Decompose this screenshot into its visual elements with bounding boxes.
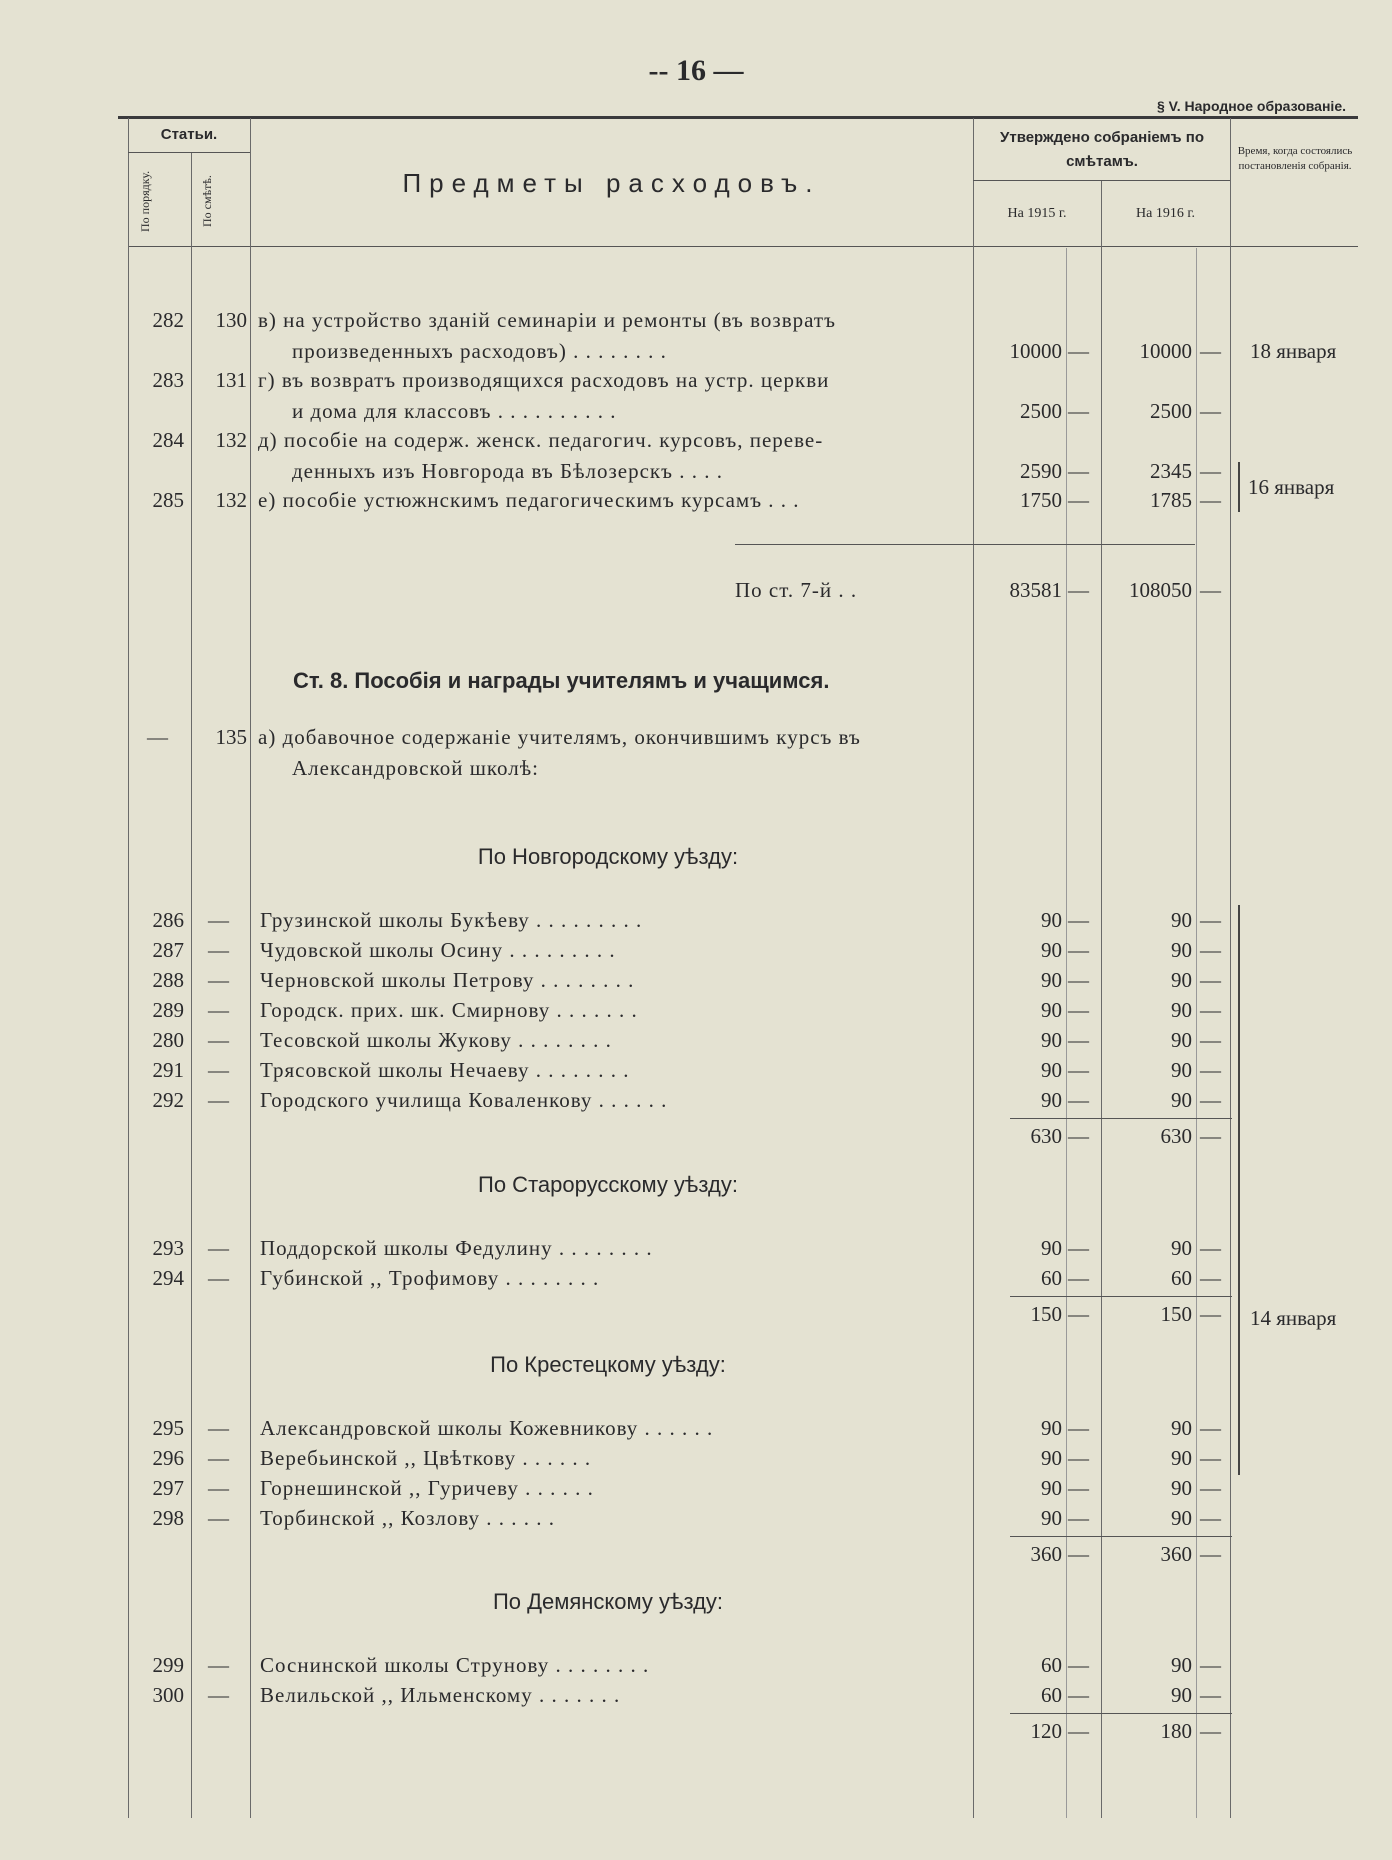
teacher-name: Поддорской школы Федулину . . . . . . . . bbox=[260, 1236, 653, 1260]
dash: — bbox=[1068, 1028, 1089, 1052]
teacher-name: Горнешинской ,, Гуричеву . . . . . . bbox=[260, 1476, 594, 1500]
row-text: в) на устройство зданій семинаріи и ремонты (въ возвратъ bbox=[258, 308, 836, 332]
subtotal-1916: 150 bbox=[1160, 1302, 1192, 1326]
dash: — bbox=[1200, 1266, 1221, 1290]
dash: — bbox=[1068, 1124, 1089, 1148]
row-text-cont: произведенныхъ расходовъ) . . . . . . . . bbox=[292, 339, 667, 363]
header-po-poryadku: По порядку. bbox=[138, 170, 152, 232]
teacher-name: Торбинской ,, Козлову . . . . . . bbox=[260, 1506, 556, 1530]
dash: — bbox=[208, 1506, 229, 1530]
row-smeta: 131 bbox=[215, 368, 247, 392]
value-1915: 90 bbox=[1041, 1476, 1062, 1500]
row-text: д) пособіе на содерж. женск. педагогич. курсовъ, переве- bbox=[258, 428, 824, 452]
dash: — bbox=[1200, 968, 1221, 992]
dash: — bbox=[1200, 998, 1221, 1022]
dash: — bbox=[1068, 1653, 1089, 1677]
col-line-8 bbox=[1196, 248, 1197, 1818]
value-1915: 90 bbox=[1041, 1028, 1062, 1052]
teacher-name: Велильской ,, Ильменскому . . . . . . . bbox=[260, 1683, 621, 1707]
teacher-name: Веребьинской ,, Цвѣткову . . . . . . bbox=[260, 1446, 592, 1470]
dash: — bbox=[1200, 1416, 1221, 1440]
value-1916: 10000 bbox=[1139, 339, 1192, 363]
dash: — bbox=[1068, 1266, 1089, 1290]
row-text: г) въ возвратъ производящихся расходовъ на устр. церкви bbox=[258, 368, 830, 392]
value-1916: 90 bbox=[1171, 908, 1192, 932]
value-1915: 2500 bbox=[1020, 399, 1062, 423]
dash: — bbox=[1068, 459, 1089, 483]
row-number: 295 bbox=[152, 1416, 184, 1440]
row-number: 284 bbox=[152, 428, 184, 452]
dash: — bbox=[1068, 998, 1089, 1022]
value-1915: 60 bbox=[1041, 1266, 1062, 1290]
row-number: 293 bbox=[152, 1236, 184, 1260]
value-1915: 90 bbox=[1041, 1058, 1062, 1082]
header-predmety: Предметы расходовъ. bbox=[402, 168, 821, 198]
row-number: 292 bbox=[152, 1088, 184, 1112]
subtotal-rule bbox=[1010, 1536, 1232, 1537]
teacher-name: Трясовской школы Нечаеву . . . . . . . . bbox=[260, 1058, 630, 1082]
dash: — bbox=[1068, 1236, 1089, 1260]
dash: — bbox=[1200, 938, 1221, 962]
row-number: — bbox=[147, 725, 168, 749]
group-title-starorussky: По Старорусскому уѣзду: bbox=[478, 1172, 738, 1197]
teacher-name: Черновской школы Петрову . . . . . . . . bbox=[260, 968, 635, 992]
value-1916: 90 bbox=[1171, 1446, 1192, 1470]
dash: — bbox=[1068, 908, 1089, 932]
value-1916: 2500 bbox=[1150, 399, 1192, 423]
page-number: -- 16 — bbox=[648, 54, 744, 87]
teacher-name: Городского училища Коваленкову . . . . . . bbox=[260, 1088, 668, 1112]
dash: — bbox=[1200, 1088, 1221, 1112]
teacher-name: Чудовской школы Осину . . . . . . . . . bbox=[260, 938, 616, 962]
value-1915: 2590 bbox=[1020, 459, 1062, 483]
value-1915: 90 bbox=[1041, 1236, 1062, 1260]
dash: — bbox=[1200, 1124, 1221, 1148]
dash: — bbox=[1068, 578, 1089, 602]
row-number: 280 bbox=[152, 1028, 184, 1052]
dash: — bbox=[1068, 488, 1089, 512]
row-text: а) добавочное содержаніе учителямъ, окончившимъ курсъ въ bbox=[258, 725, 861, 749]
header-utverzhdeno: Утверждено собраніемъ по смѣтамъ. bbox=[1000, 129, 1204, 170]
subtotal-1916: 630 bbox=[1160, 1124, 1192, 1148]
dash: — bbox=[208, 938, 229, 962]
teacher-name: Соснинской школы Струнову . . . . . . . . bbox=[260, 1653, 650, 1677]
row-smeta: 130 bbox=[215, 308, 247, 332]
dash: — bbox=[208, 1416, 229, 1440]
row-smeta: 132 bbox=[215, 488, 247, 512]
dash: — bbox=[208, 1058, 229, 1082]
value-1916: 2345 bbox=[1150, 459, 1192, 483]
subtotal-rule bbox=[1010, 1296, 1232, 1297]
value-1916: 90 bbox=[1171, 1088, 1192, 1112]
bracket-14-jan bbox=[1238, 905, 1240, 1475]
value-1916: 1785 bbox=[1150, 488, 1192, 512]
dash: — bbox=[208, 1653, 229, 1677]
value-1915: 1750 bbox=[1020, 488, 1062, 512]
total7-1916: 108050 bbox=[1129, 578, 1192, 602]
row-number: 288 bbox=[152, 968, 184, 992]
row-smeta: 135 bbox=[215, 725, 247, 749]
row-number: 286 bbox=[152, 908, 184, 932]
row-number: 289 bbox=[152, 998, 184, 1022]
value-1915: 90 bbox=[1041, 1416, 1062, 1440]
value-1915: 90 bbox=[1041, 1506, 1062, 1530]
section-label: § V. Народное образованіе. bbox=[1157, 98, 1346, 114]
subtotal-rule bbox=[1010, 1713, 1232, 1714]
col-line-7 bbox=[1066, 248, 1067, 1818]
dash: — bbox=[1068, 1476, 1089, 1500]
value-1916: 90 bbox=[1171, 1506, 1192, 1530]
dash: — bbox=[208, 1266, 229, 1290]
header-year-1916: На 1916 г. bbox=[1136, 206, 1195, 221]
col-line-3 bbox=[250, 118, 251, 1818]
teacher-name: Губинской ,, Трофимову . . . . . . . . bbox=[260, 1266, 600, 1290]
row-number: 285 bbox=[152, 488, 184, 512]
subtotal-1916: 180 bbox=[1160, 1719, 1192, 1743]
bracket-16-jan bbox=[1238, 462, 1240, 512]
row-smeta: 132 bbox=[215, 428, 247, 452]
dash: — bbox=[1068, 339, 1089, 363]
dash: — bbox=[1068, 1542, 1089, 1566]
value-1916: 90 bbox=[1171, 968, 1192, 992]
dash: — bbox=[1200, 488, 1221, 512]
teacher-name: Тесовской школы Жукову . . . . . . . . bbox=[260, 1028, 612, 1052]
stati-underline bbox=[128, 152, 250, 153]
dash: — bbox=[208, 1028, 229, 1052]
row-number: 294 bbox=[152, 1266, 184, 1290]
row-number: 282 bbox=[152, 308, 184, 332]
group-title-krestetsky: По Крестецкому уѣзду: bbox=[490, 1352, 726, 1377]
article8-title: Ст. 8. Пособія и награды учителямъ и учащимся. bbox=[293, 668, 830, 693]
subtotal-rule bbox=[1010, 1118, 1232, 1119]
dash: — bbox=[1068, 1088, 1089, 1112]
dash: — bbox=[1200, 908, 1221, 932]
dash: — bbox=[1068, 938, 1089, 962]
dash: — bbox=[208, 908, 229, 932]
teacher-name: Городск. прих. шк. Смирнову . . . . . . . bbox=[260, 998, 638, 1022]
value-1916: 90 bbox=[1171, 1236, 1192, 1260]
value-1916: 90 bbox=[1171, 1058, 1192, 1082]
table-top-rule bbox=[118, 116, 1358, 119]
dash: — bbox=[1200, 578, 1221, 602]
row-text-cont: и дома для классовъ . . . . . . . . . . bbox=[292, 399, 617, 423]
row-number: 299 bbox=[152, 1653, 184, 1677]
dash: — bbox=[208, 1236, 229, 1260]
dash: — bbox=[208, 968, 229, 992]
group-title-novgorod: По Новгородскому уѣзду: bbox=[477, 844, 739, 869]
dash: — bbox=[1200, 1719, 1221, 1743]
dash: — bbox=[1200, 1653, 1221, 1677]
dash: — bbox=[1068, 1302, 1089, 1326]
value-1915: 90 bbox=[1041, 1088, 1062, 1112]
header-po-smete: По смѣтѣ. bbox=[200, 175, 214, 227]
dash: — bbox=[208, 998, 229, 1022]
dash: — bbox=[208, 1088, 229, 1112]
row-number: 296 bbox=[152, 1446, 184, 1470]
col-line-5 bbox=[1101, 180, 1102, 1818]
row-text-cont: денныхъ изъ Новгорода въ Бѣлозерскъ . . . . bbox=[292, 459, 723, 483]
value-1915: 90 bbox=[1041, 968, 1062, 992]
dash: — bbox=[1200, 399, 1221, 423]
value-1915: 10000 bbox=[1009, 339, 1062, 363]
dash: — bbox=[1200, 1028, 1221, 1052]
dash: — bbox=[1200, 1542, 1221, 1566]
value-1916: 90 bbox=[1171, 1653, 1192, 1677]
subtotal-1915: 630 bbox=[1030, 1124, 1062, 1148]
teacher-name: Грузинской школы Букѣеву . . . . . . . . . bbox=[260, 908, 643, 932]
dash: — bbox=[1068, 399, 1089, 423]
header-stati: Статьи. bbox=[160, 126, 218, 143]
group-title-demyansky: По Демянскому уѣзду: bbox=[492, 1589, 724, 1614]
value-1915: 60 bbox=[1041, 1683, 1062, 1707]
dash: — bbox=[1200, 1683, 1221, 1707]
dash: — bbox=[1200, 339, 1221, 363]
value-1915: 60 bbox=[1041, 1653, 1062, 1677]
row-text-cont: Александровской школѣ: bbox=[292, 756, 539, 780]
date-18-jan: 18 января bbox=[1250, 339, 1337, 363]
dash: — bbox=[1068, 1683, 1089, 1707]
subtotal-1915: 150 bbox=[1030, 1302, 1062, 1326]
row-number: 291 bbox=[152, 1058, 184, 1082]
value-1915: 90 bbox=[1041, 938, 1062, 962]
value-1915: 90 bbox=[1041, 908, 1062, 932]
dash: — bbox=[1200, 1236, 1221, 1260]
header-bottom-rule bbox=[128, 246, 1358, 247]
dash: — bbox=[208, 1476, 229, 1500]
total7-label: По ст. 7-й . . bbox=[735, 578, 858, 602]
dash: — bbox=[1200, 1476, 1221, 1500]
dash: — bbox=[1200, 1302, 1221, 1326]
total7-rule bbox=[735, 544, 1195, 545]
row-number: 287 bbox=[152, 938, 184, 962]
row-text: е) пособіе устюжнскимъ педагогическимъ курсамъ . . . bbox=[258, 488, 800, 512]
dash: — bbox=[208, 1446, 229, 1470]
value-1916: 90 bbox=[1171, 1028, 1192, 1052]
row-number: 297 bbox=[152, 1476, 184, 1500]
total7-1915: 83581 bbox=[1009, 578, 1062, 602]
value-1916: 60 bbox=[1171, 1266, 1192, 1290]
value-1916: 90 bbox=[1171, 998, 1192, 1022]
col-line-2 bbox=[191, 152, 192, 1818]
dash: — bbox=[208, 1683, 229, 1707]
dash: — bbox=[1200, 1058, 1221, 1082]
dash: — bbox=[1068, 1446, 1089, 1470]
value-1916: 90 bbox=[1171, 1416, 1192, 1440]
value-1915: 90 bbox=[1041, 998, 1062, 1022]
col-line-6 bbox=[1230, 118, 1231, 1818]
dash: — bbox=[1068, 1416, 1089, 1440]
dash: — bbox=[1068, 968, 1089, 992]
date-16-jan: 16 января bbox=[1248, 475, 1335, 499]
value-1916: 90 bbox=[1171, 1476, 1192, 1500]
dash: — bbox=[1068, 1058, 1089, 1082]
dash: — bbox=[1068, 1506, 1089, 1530]
value-1916: 90 bbox=[1171, 938, 1192, 962]
row-number: 300 bbox=[152, 1683, 184, 1707]
teacher-name: Александровской школы Кожевникову . . . . . . bbox=[260, 1416, 714, 1440]
dash: — bbox=[1068, 1719, 1089, 1743]
subtotal-1916: 360 bbox=[1160, 1542, 1192, 1566]
utv-underline bbox=[973, 180, 1230, 181]
col-line-4 bbox=[973, 118, 974, 1818]
date-14-jan: 14 января bbox=[1250, 1306, 1337, 1330]
header-vremya: Время, когда состоялись постановленія собранія. bbox=[1237, 145, 1353, 172]
dash: — bbox=[1200, 459, 1221, 483]
subtotal-1915: 360 bbox=[1030, 1542, 1062, 1566]
subtotal-1915: 120 bbox=[1030, 1719, 1062, 1743]
value-1915: 90 bbox=[1041, 1446, 1062, 1470]
dash: — bbox=[1200, 1446, 1221, 1470]
dash: — bbox=[1200, 1506, 1221, 1530]
header-year-1915: На 1915 г. bbox=[1007, 206, 1067, 221]
row-number: 283 bbox=[152, 368, 184, 392]
value-1916: 90 bbox=[1171, 1683, 1192, 1707]
row-number: 298 bbox=[152, 1506, 184, 1530]
